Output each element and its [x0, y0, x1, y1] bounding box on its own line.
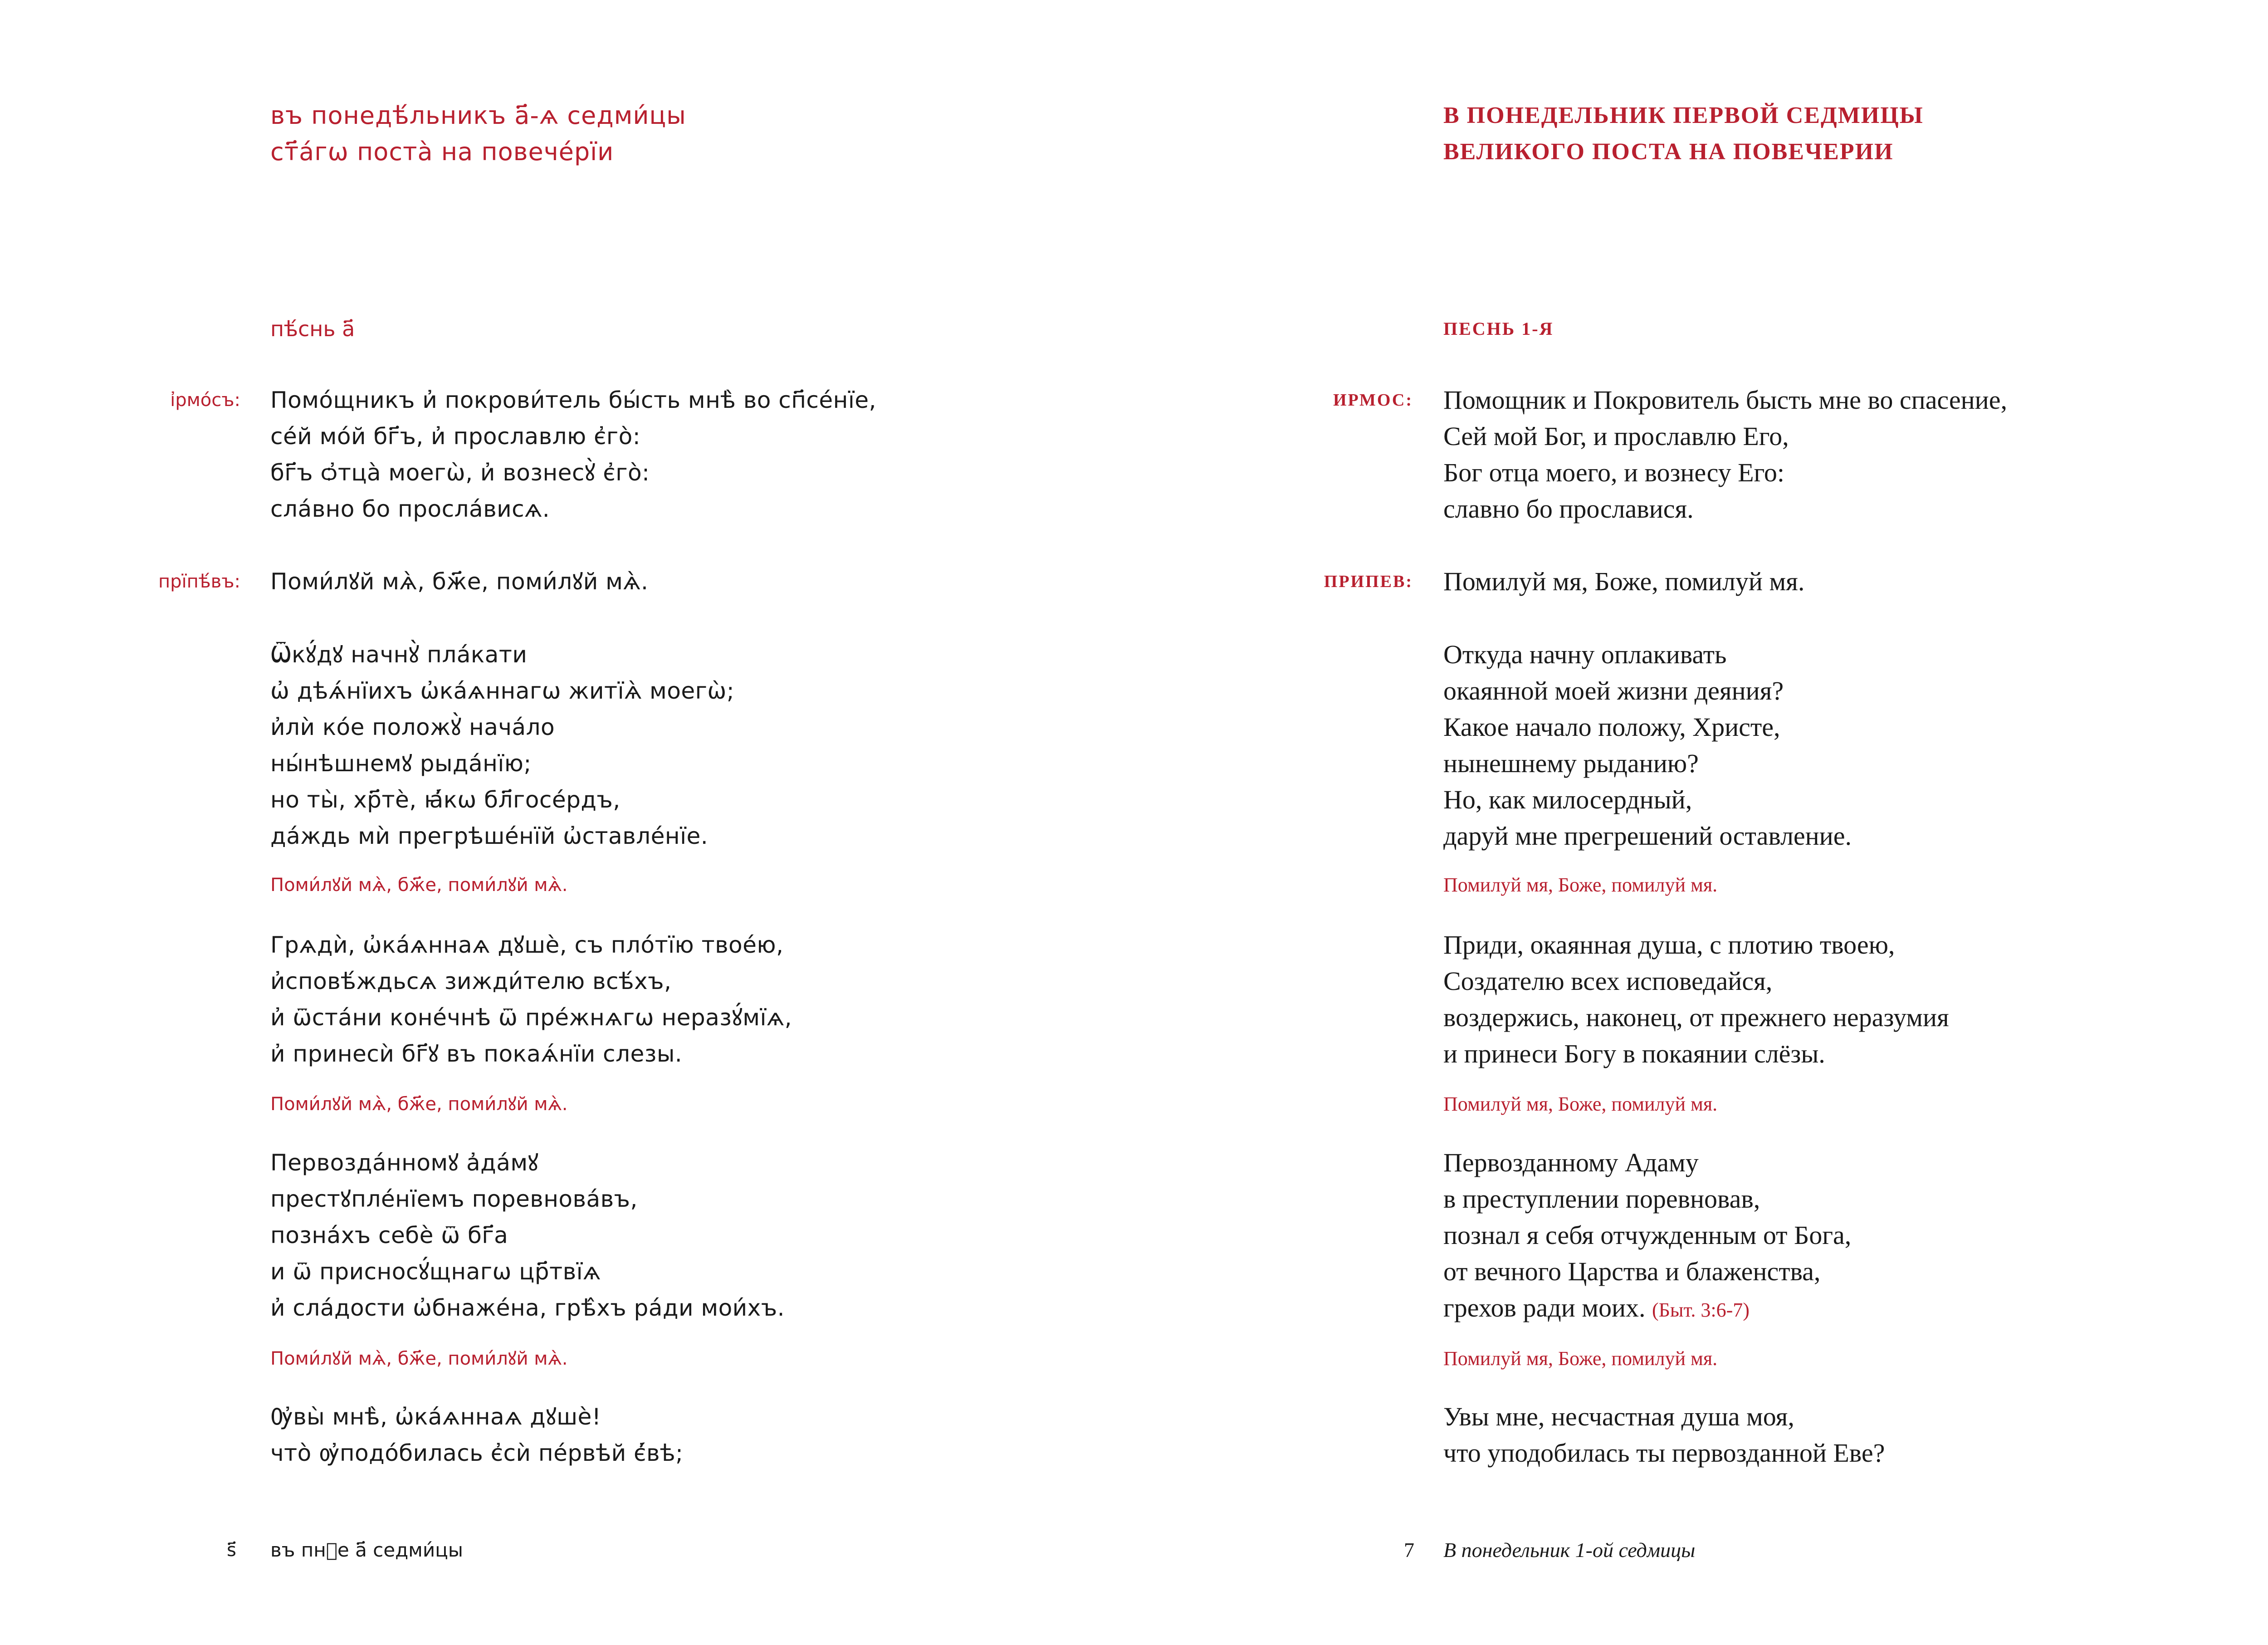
- verse-line: окаянной моей жизни деяния?: [1443, 676, 1784, 705]
- left-irmos: [270, 382, 876, 527]
- verse-line: Откуда начну оплакивать: [1443, 640, 1727, 669]
- verse-line: да́ждь мѝ прегрѣше́нїй ѡ҆ставле́нїе.: [270, 823, 709, 849]
- right-refrain-3: Помилуй мя, Боже, помилуй мя.: [1443, 1347, 1718, 1370]
- left-stanza-2: [270, 927, 792, 1072]
- left-page-number: ѕ҃: [227, 1540, 236, 1561]
- verse-line: Ѿкꙋ́дꙋ начнꙋ̀ пла́кати: [270, 641, 528, 668]
- verse-line: и принеси Богу в покаянии слёзы.: [1443, 1039, 1825, 1068]
- verse-line: нынешнему рыданию?: [1443, 749, 1699, 778]
- verse-line: славно бо прославися.: [1443, 494, 1694, 524]
- verse-line: и҆ сла́дости ѡ҆бнаже́на, грѣ̂хъ ра́ди мои́хъ.: [270, 1295, 785, 1321]
- left-ode-heading: пѣ́снь а҃: [270, 317, 355, 341]
- verse-line: позна́хъ себѐ ѿ бг҃а: [270, 1222, 508, 1248]
- verse-line: Первозда́нномꙋ а҆да́мꙋ: [270, 1150, 539, 1176]
- right-refrain-1: Помилуй мя, Боже, помилуй мя.: [1443, 874, 1718, 896]
- verse-line: в преступлении поревновав,: [1443, 1184, 1760, 1214]
- right-title-line-1: В ПОНЕДЕЛЬНИК ПЕРВОЙ СЕДМИЦЫ: [1443, 103, 1924, 128]
- verse-line: ѡ҆ дѣѧ́нїихъ ѡ҆ка́ѧннагѡ житїѧ̀ моегѡ̀;: [270, 678, 735, 704]
- right-stanza-3: [1443, 1145, 1851, 1326]
- left-title-line-1: въ понедѣ́льникъ а҃-ѧ седми́цы: [270, 101, 686, 130]
- verse-line: Увы мне, несчастная душа моя,: [1443, 1402, 1794, 1431]
- verse-line: се́й мо́й бг҃ъ, и҆ прославлю є҆го̀:: [270, 423, 641, 450]
- left-refrain-3: Поми́лꙋй мѧ̀, бж҃е, поми́лꙋй мѧ̀.: [270, 1348, 568, 1369]
- right-ode-heading: ПЕСНЬ 1-Я: [1443, 318, 1554, 339]
- right-page-number: 7: [1404, 1538, 1414, 1562]
- verse-line: ны́нѣшнемꙋ рыда́нїю;: [270, 750, 532, 777]
- right-pripev-label: ПРИПЕВ:: [1324, 572, 1413, 591]
- verse-line: и҆лѝ ко́е положꙋ̀ нача́ло: [270, 714, 555, 740]
- verse-line: даруй мне прегрешений оставление.: [1443, 821, 1852, 851]
- verse-line: Помо́щникъ и҆ покрови́тель бы́сть мнѣ̀ во сп҃се́нїе,: [270, 387, 876, 413]
- right-pripev: [1443, 563, 1804, 600]
- verse-line: Сей мой Бог, и прославлю Его,: [1443, 421, 1789, 451]
- verse-line: Бог отца моего, и вознесу Его:: [1443, 458, 1784, 487]
- verse-line: познал я себя отчужденным от Бога,: [1443, 1220, 1852, 1250]
- verse-line: и ѿ присносꙋ́щнагѡ цр҃твїѧ: [270, 1258, 601, 1285]
- right-page: [1134, 0, 2268, 1645]
- left-running-head: въ пнⷣе а҃ седми́цы: [270, 1539, 463, 1561]
- verse-line: что̀ ѹ҆подо́билась є҆сѝ пе́рвѣй є҆́вѣ;: [270, 1440, 684, 1466]
- verse-line: воздержись, наконец, от прежнего неразумия: [1443, 1003, 1949, 1032]
- right-title-line-2: ВЕЛИКОГО ПОСТА НА ПОВЕЧЕРИИ: [1443, 139, 1894, 165]
- left-title-line-2: ст҃а́гѡ поста̀ на повече́рїи: [270, 137, 614, 166]
- left-pripev: [270, 563, 648, 600]
- verse-line: Создателю всех исповедайся,: [1443, 966, 1773, 996]
- left-irmos-label: і҆рмо́съ:: [170, 390, 240, 411]
- left-refrain-2: Поми́лꙋй мѧ̀, бж҃е, поми́лꙋй мѧ̀.: [270, 1094, 568, 1115]
- verse-line: [1443, 1290, 1851, 1326]
- scripture-citation: (Быт. 3:6-7): [1652, 1299, 1750, 1321]
- verse-line: Какое начало положу, Христе,: [1443, 712, 1780, 742]
- right-irmos: [1443, 382, 2007, 527]
- verse-line: престꙋпле́нїемъ поревнова́въ,: [270, 1186, 638, 1212]
- left-stanza-3: [270, 1145, 785, 1326]
- verse-line: что уподобилась ты первозданной Еве?: [1443, 1438, 1885, 1468]
- right-page-title: [1443, 98, 1924, 170]
- verse-line: но ты̀, хр҃тѐ, ꙗ҆́кѡ бл҃госе́рдъ,: [270, 787, 621, 813]
- left-stanza-4: [270, 1399, 683, 1471]
- verse-line: и҆ принесѝ бг҃ꙋ въ покаѧ́нїи слезы.: [270, 1041, 683, 1067]
- right-stanza-1: [1443, 636, 1852, 854]
- left-page-title: [270, 98, 686, 170]
- verse-line: Первозданному Адаму: [1443, 1148, 1699, 1177]
- left-pripev-label: прїпѣ́въ:: [158, 571, 240, 592]
- verse-line: от вечного Царства и блаженства,: [1443, 1257, 1821, 1286]
- right-stanza-2: [1443, 927, 1949, 1072]
- right-running-head: В понедельник 1-ой седмицы: [1443, 1538, 1696, 1562]
- verse-line: Приди, окаянная душа, с плотию твоею,: [1443, 930, 1895, 960]
- verse-line: и҆сповѣ́ждьсѧ зижди́телю всѣ́хъ,: [270, 968, 672, 994]
- left-stanza-1: [270, 636, 734, 854]
- verse-line: Ѹ҆вы̀ мнѣ̀, ѡ҆ка́ѧннаѧ дꙋшѐ!: [270, 1404, 601, 1430]
- left-refrain-1: Поми́лꙋй мѧ̀, бж҃е, поми́лꙋй мѧ̀.: [270, 875, 568, 896]
- right-irmos-label: ИРМОС:: [1333, 391, 1413, 410]
- verse-line: Помощник и Покровитель бысть мне во спасение,: [1443, 385, 2007, 415]
- verse-line: Поми́лꙋй мѧ̀, бж҃е, поми́лꙋй мѧ̀.: [270, 568, 649, 595]
- verse-text: грехов ради моих.: [1443, 1293, 1646, 1322]
- verse-line: Помилуй мя, Боже, помилуй мя.: [1443, 567, 1805, 596]
- right-refrain-2: Помилуй мя, Боже, помилуй мя.: [1443, 1093, 1718, 1115]
- right-stanza-4: [1443, 1399, 1885, 1471]
- verse-line: сла́вно бо просла́висѧ.: [270, 496, 550, 522]
- verse-line: бг҃ъ ѻ҆тца̀ моегѡ̀, и҆ вознесꙋ̀ є҆го̀:: [270, 460, 650, 486]
- verse-line: Но, как милосердный,: [1443, 785, 1692, 814]
- verse-line: и҆ ѿста́ни коне́чнѣ ѿ пре́жнѧгѡ неразꙋ́мїѧ,: [270, 1004, 792, 1031]
- verse-line: Грѧдѝ, ѡ҆ка́ѧннаѧ дꙋшѐ, съ пло́тїю твое́ю,: [270, 932, 784, 958]
